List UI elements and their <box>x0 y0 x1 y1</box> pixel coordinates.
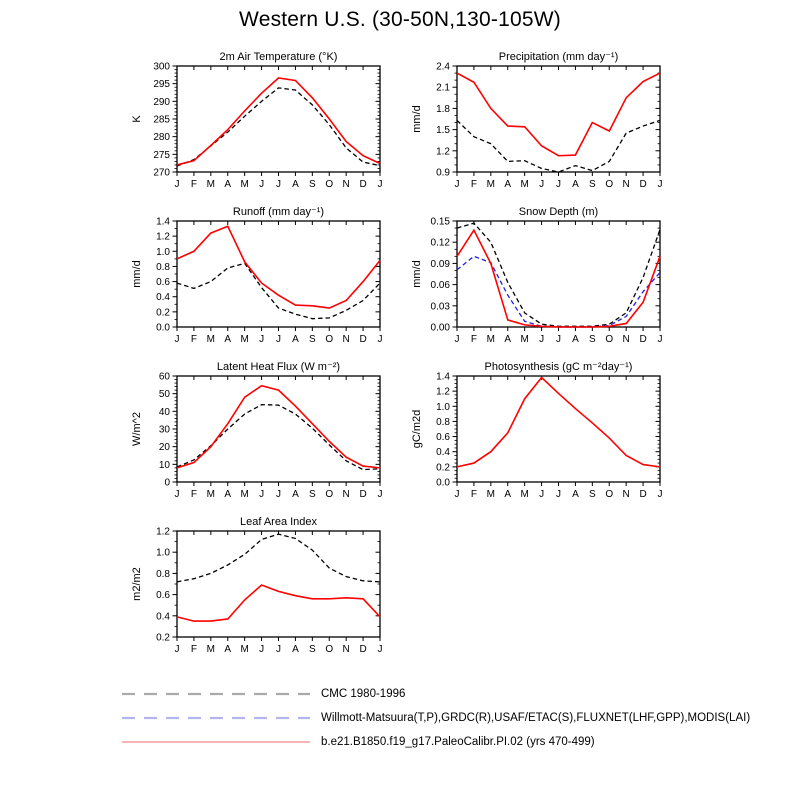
y-axis-label: mm/d <box>411 260 423 288</box>
x-tick-label: F <box>190 334 197 345</box>
x-tick-label: J <box>174 489 180 500</box>
y-tick-label: 1.8 <box>436 103 450 115</box>
latent-heat-flux-plot <box>130 360 410 512</box>
x-tick-label: A <box>224 644 232 655</box>
x-tick-label: J <box>276 334 281 345</box>
x-tick-label: A <box>572 489 579 500</box>
x-tick-label: M <box>486 489 496 500</box>
x-tick-label: A <box>292 334 299 345</box>
x-tick-label: M <box>520 334 529 345</box>
y-tick-label: 1.2 <box>436 386 450 398</box>
y-tick-label: 1.0 <box>156 547 170 559</box>
x-tick-label: A <box>504 489 512 500</box>
x-tick-label: N <box>342 489 350 500</box>
y-tick-label: 10 <box>158 459 170 471</box>
x-tick-label: M <box>240 489 249 500</box>
x-tick-label: N <box>622 334 630 345</box>
y-tick-label: 0.03 <box>430 301 450 313</box>
y-tick-label: 0.2 <box>436 462 450 474</box>
y-tick-label: 0.2 <box>156 632 170 644</box>
x-tick-label: A <box>292 644 299 655</box>
y-tick-label: 290 <box>153 96 170 108</box>
x-tick-label: O <box>325 644 334 655</box>
x-tick-label: M <box>240 179 249 190</box>
series-line <box>457 378 660 467</box>
x-tick-label: J <box>259 179 265 190</box>
precipitation-plot <box>410 50 690 202</box>
legend-label-cmc: CMC 1980-1996 <box>321 688 406 700</box>
snow-depth-plot <box>410 205 690 357</box>
x-tick-label: M <box>486 179 496 190</box>
x-tick-label: N <box>342 179 350 190</box>
chart-title: Snow Depth (m) <box>518 206 599 218</box>
x-tick-label: S <box>588 334 596 345</box>
y-tick-label: 50 <box>158 389 170 401</box>
y-tick-label: 275 <box>153 149 170 161</box>
x-tick-label: A <box>504 179 512 190</box>
x-tick-label: O <box>325 489 334 500</box>
x-tick-label: A <box>504 334 512 345</box>
y-tick-label: 0.9 <box>436 167 450 179</box>
y-tick-label: 2.1 <box>436 82 450 94</box>
y-tick-label: 0.8 <box>156 568 170 580</box>
x-tick-label: D <box>639 489 647 500</box>
y-tick-label: 1.2 <box>156 231 170 243</box>
x-tick-label: J <box>454 489 460 500</box>
y-tick-label: 0.12 <box>430 237 450 249</box>
x-tick-label: J <box>276 179 281 190</box>
y-axis-label: gC/m2d <box>411 409 423 449</box>
series-line <box>457 120 660 172</box>
y-tick-label: 0 <box>164 477 170 489</box>
y-tick-label: 0.8 <box>436 416 450 428</box>
x-tick-label: A <box>292 179 299 190</box>
x-tick-label: J <box>259 489 265 500</box>
series-line <box>457 230 660 327</box>
x-tick-label: O <box>325 334 334 345</box>
cmc-line-sample <box>120 682 312 706</box>
chart-precipitation <box>410 50 690 202</box>
x-tick-label: J <box>377 644 383 655</box>
plot-frame <box>177 376 380 482</box>
series-line <box>177 88 380 166</box>
runoff-plot <box>130 205 410 357</box>
x-tick-label: J <box>377 489 383 500</box>
x-tick-label: D <box>639 334 647 345</box>
x-tick-label: J <box>539 179 545 190</box>
x-tick-label: N <box>342 334 350 345</box>
y-tick-label: 0.4 <box>436 447 450 459</box>
chart-latent-heat-flux <box>130 360 410 512</box>
y-tick-label: 0.06 <box>430 280 450 292</box>
x-tick-label: A <box>572 179 579 190</box>
chart-title: Leaf Area Index <box>239 516 318 528</box>
series-line <box>457 73 660 156</box>
y-axis-label: m2/m2 <box>131 567 143 601</box>
x-tick-label: J <box>276 644 281 655</box>
x-tick-label: M <box>240 644 249 655</box>
x-tick-label: J <box>174 644 180 655</box>
x-tick-label: J <box>377 179 383 190</box>
x-tick-label: D <box>359 489 367 500</box>
x-tick-label: J <box>556 489 561 500</box>
x-tick-label: M <box>206 644 216 655</box>
x-tick-label: M <box>486 334 496 345</box>
x-tick-label: J <box>539 489 545 500</box>
y-tick-label: 0.8 <box>156 261 170 273</box>
x-tick-label: M <box>206 489 216 500</box>
2m-air-temperature-plot <box>130 50 410 202</box>
y-tick-label: 270 <box>153 167 170 179</box>
y-axis-label: K <box>131 115 143 123</box>
x-tick-label: F <box>470 334 477 345</box>
y-tick-label: 285 <box>153 114 170 126</box>
x-tick-label: J <box>377 334 383 345</box>
plot-frame <box>457 376 660 482</box>
y-tick-label: 60 <box>158 371 170 383</box>
x-tick-label: S <box>308 334 316 345</box>
x-tick-label: F <box>190 489 197 500</box>
x-tick-label: O <box>605 179 614 190</box>
y-tick-label: 1.4 <box>436 371 450 383</box>
y-tick-label: 30 <box>158 424 170 436</box>
x-tick-label: M <box>206 179 216 190</box>
x-tick-label: D <box>359 179 367 190</box>
series-line <box>177 226 380 308</box>
y-axis-label: mm/d <box>411 105 423 133</box>
y-tick-label: 0.6 <box>156 277 170 289</box>
chart-title: Photosynthesis (gC m⁻²day⁻¹) <box>484 361 633 373</box>
x-tick-label: S <box>308 489 316 500</box>
y-tick-label: 40 <box>158 406 170 418</box>
x-tick-label: M <box>520 489 529 500</box>
y-tick-label: 1.5 <box>436 125 450 137</box>
y-tick-label: 0.2 <box>156 307 170 319</box>
y-tick-label: 1.4 <box>156 216 170 228</box>
y-tick-label: 0.6 <box>436 432 450 444</box>
series-line <box>177 78 380 165</box>
y-axis-label: mm/d <box>131 260 143 288</box>
x-tick-label: O <box>605 489 614 500</box>
chart-runoff <box>130 205 410 357</box>
x-tick-label: D <box>359 644 367 655</box>
x-tick-label: S <box>588 179 596 190</box>
x-tick-label: J <box>556 334 561 345</box>
series-line <box>177 263 380 318</box>
x-tick-label: F <box>470 489 477 500</box>
x-tick-label: A <box>572 334 579 345</box>
x-tick-label: A <box>224 334 232 345</box>
leaf-area-index-plot <box>130 515 410 667</box>
figure-title: Western U.S. (30-50N,130-105W) <box>239 8 561 31</box>
x-tick-label: J <box>556 179 561 190</box>
y-tick-label: 0.15 <box>430 216 450 228</box>
legend-entry-model <box>120 730 790 754</box>
x-tick-label: J <box>454 179 460 190</box>
chart-photosynthesis <box>410 360 690 512</box>
x-tick-label: J <box>276 489 281 500</box>
x-tick-label: J <box>454 334 460 345</box>
y-tick-label: 300 <box>153 61 170 73</box>
x-tick-label: N <box>622 489 630 500</box>
y-tick-label: 0.0 <box>156 322 170 334</box>
series-line <box>177 585 380 621</box>
chart-2m-air-temperature <box>130 50 410 202</box>
x-tick-label: S <box>308 644 316 655</box>
x-tick-label: F <box>470 179 477 190</box>
x-tick-label: M <box>240 334 249 345</box>
x-tick-label: J <box>259 334 265 345</box>
x-tick-label: A <box>224 179 232 190</box>
x-tick-label: J <box>657 334 663 345</box>
x-tick-label: J <box>174 334 180 345</box>
y-tick-label: 0.0 <box>436 477 450 489</box>
x-tick-label: A <box>292 489 299 500</box>
x-tick-label: S <box>588 489 596 500</box>
y-tick-label: 295 <box>153 79 170 91</box>
photosynthesis-plot <box>410 360 690 512</box>
chart-title: Latent Heat Flux (W m⁻²) <box>216 361 341 373</box>
chart-snow-depth <box>410 205 690 357</box>
y-tick-label: 0.4 <box>156 611 170 623</box>
chart-leaf-area-index <box>130 515 410 667</box>
x-tick-label: N <box>622 179 630 190</box>
series-line <box>177 534 380 582</box>
chart-title: 2m Air Temperature (°K) <box>219 51 338 63</box>
chart-title: Precipitation (mm day⁻¹) <box>498 51 619 63</box>
legend <box>120 682 790 754</box>
y-tick-label: 0.6 <box>156 590 170 602</box>
series-line <box>177 386 380 468</box>
series-line <box>457 256 660 327</box>
y-tick-label: 280 <box>153 132 170 144</box>
x-tick-label: O <box>325 179 334 190</box>
x-tick-label: J <box>657 179 663 190</box>
legend-label-obs: Willmott-Matsuura(T,P),GRDC(R),USAF/ETAC(S),FLUXNET(LHF,GPP),MODIS(LAI) <box>321 712 751 724</box>
x-tick-label: J <box>657 489 663 500</box>
x-tick-label: F <box>190 179 197 190</box>
x-tick-label: J <box>174 179 180 190</box>
x-tick-label: A <box>224 489 232 500</box>
y-tick-label: 1.0 <box>156 246 170 258</box>
y-tick-label: 0.09 <box>430 258 450 270</box>
plot-frame <box>177 66 380 172</box>
legend-label-model: b.e21.B1850.f19_g17.PaleoCalibr.PI.02 (yrs 470-499) <box>321 736 595 748</box>
x-tick-label: M <box>520 179 529 190</box>
y-tick-label: 2.4 <box>436 61 450 73</box>
model-line-sample <box>120 730 312 754</box>
y-tick-label: 0.4 <box>156 292 170 304</box>
x-tick-label: D <box>359 334 367 345</box>
legend-entry-cmc <box>120 682 790 706</box>
y-tick-label: 1.2 <box>156 526 170 538</box>
y-axis-label: W/m^2 <box>131 412 143 446</box>
x-tick-label: J <box>539 334 545 345</box>
y-tick-label: 1.0 <box>436 401 450 413</box>
y-tick-label: 1.2 <box>436 146 450 158</box>
x-tick-label: O <box>605 334 614 345</box>
chart-title: Runoff (mm day⁻¹) <box>232 206 325 218</box>
x-tick-label: M <box>206 334 216 345</box>
x-tick-label: F <box>190 644 197 655</box>
y-tick-label: 0.00 <box>430 322 450 334</box>
x-tick-label: S <box>308 179 316 190</box>
x-tick-label: N <box>342 644 350 655</box>
x-tick-label: D <box>639 179 647 190</box>
x-tick-label: J <box>259 644 265 655</box>
legend-entry-obs <box>120 706 790 730</box>
obs-line-sample <box>120 706 312 730</box>
y-tick-label: 20 <box>158 442 170 454</box>
